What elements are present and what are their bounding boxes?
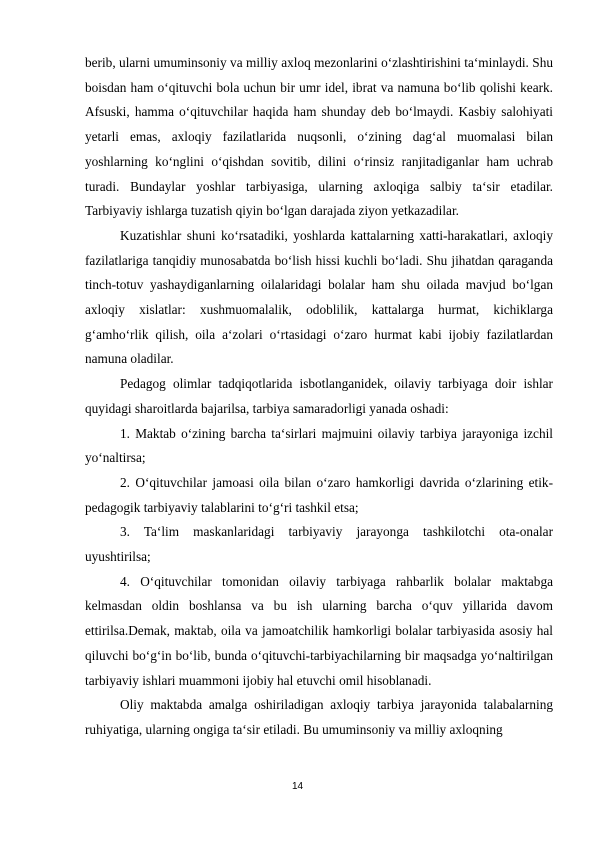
list-item: 1. Maktab oʻzining barcha taʻsirlari majmuini oilaviy tarbiya jarayoniga izchil yoʻnaltirsa; — [85, 425, 553, 466]
body-text — [85, 51, 553, 743]
paragraph: berib, ularni umuminsoniy va milliy axloq mezonlarini oʻzlashtirishini taʻminlaydi. Shu boisdan ham oʻqituvchi bola uchun bir umr idel, ibrat va namuna boʻlib qolishi keark. Afsuski, hamma oʻqituvchilar haqida ham shunday deb boʻlmaydi. Kasbiy salohiyati yetarli emas, axloqiy fazilatlarida nuqsonli, oʻzining dagʻal muomalasi bilan yoshlarning koʻnglini oʻqishdan sovitib, dilini oʻrinsiz ranjitadiganlar ham uchrab turadi. Bundaylar yoshlar tarbiyasiga, ularning axloqiga salbiy taʻsir etadilar. Tarbiyaviy ishlarga tuzatish qiyin boʻlgan darajada ziyon yetkazadilar. — [85, 55, 553, 219]
paragraph: Kuzatishlar shuni koʻrsatadiki, yoshlarda kattalarning xatti-harakatlari, axloqiy fazilatlariga tanqidiy munosabatda boʻlish hissi kuchli boʻladi. Shu jihatdan qaraganda tinch-totuv yashaydiganlarning oilalaridagi bolalar ham shu oilada mavjud boʻlgan axloqiy xislatlar: xushmuomalalik, odoblilik, kattalarga hurmat, kichiklarga gʻamhoʻrlik qilish, oila aʻzolari oʻrtasidagi oʻzaro hurmat kabi ijobiy fazilatlardan namuna oladilar. — [85, 227, 553, 367]
paragraph: Oliy maktabda amalga oshiriladigan axloqiy tarbiya jarayonida talabalarning ruhiyatiga, ularning ongiga taʻsir etiladi. Bu umuminsoniy va milliy axloqning — [85, 697, 553, 737]
paragraph: Pedagog olimlar tadqiqotlarida isbotlanganidek, oilaviy tarbiyaga doir ishlar quyidagi sharoitlarda bajarilsa, tarbiya samaradorligi yanada oshadi: — [85, 376, 553, 416]
list-item: 3. Taʻlim maskanlaridagi tarbiyaviy jarayonga tashkilotchi ota-onalar uyushtirilsa; — [85, 524, 553, 565]
list-item: 4. Oʻqituvchilar tomonidan oilaviy tarbiyaga rahbarlik bolalar maktabga kelmasdan oldin boshlansa va bu ish ularning barcha oʻquv yillarida davom ettirilsa.Demak, maktab, oila va jamoatchilik hamkorligi bolalar tarbiyasida asosiy hal qiluvchi boʻgʻin boʻlib, bunda oʻqituvchi-tarbiyachilarning bir maqsadga yoʻnaltirilgan tarbiyaviy ishlari muammoni ijobiy hal etuvchi omil hisoblanadi. — [85, 573, 553, 688]
page-number: 14 — [291, 781, 304, 792]
list-item: 2. Oʻqituvchilar jamoasi oila bilan oʻzaro hamkorligi davrida oʻzlarining etik-pedagogik tarbiyaviy talablarini toʻgʻri tashkil etsa; — [85, 474, 553, 515]
